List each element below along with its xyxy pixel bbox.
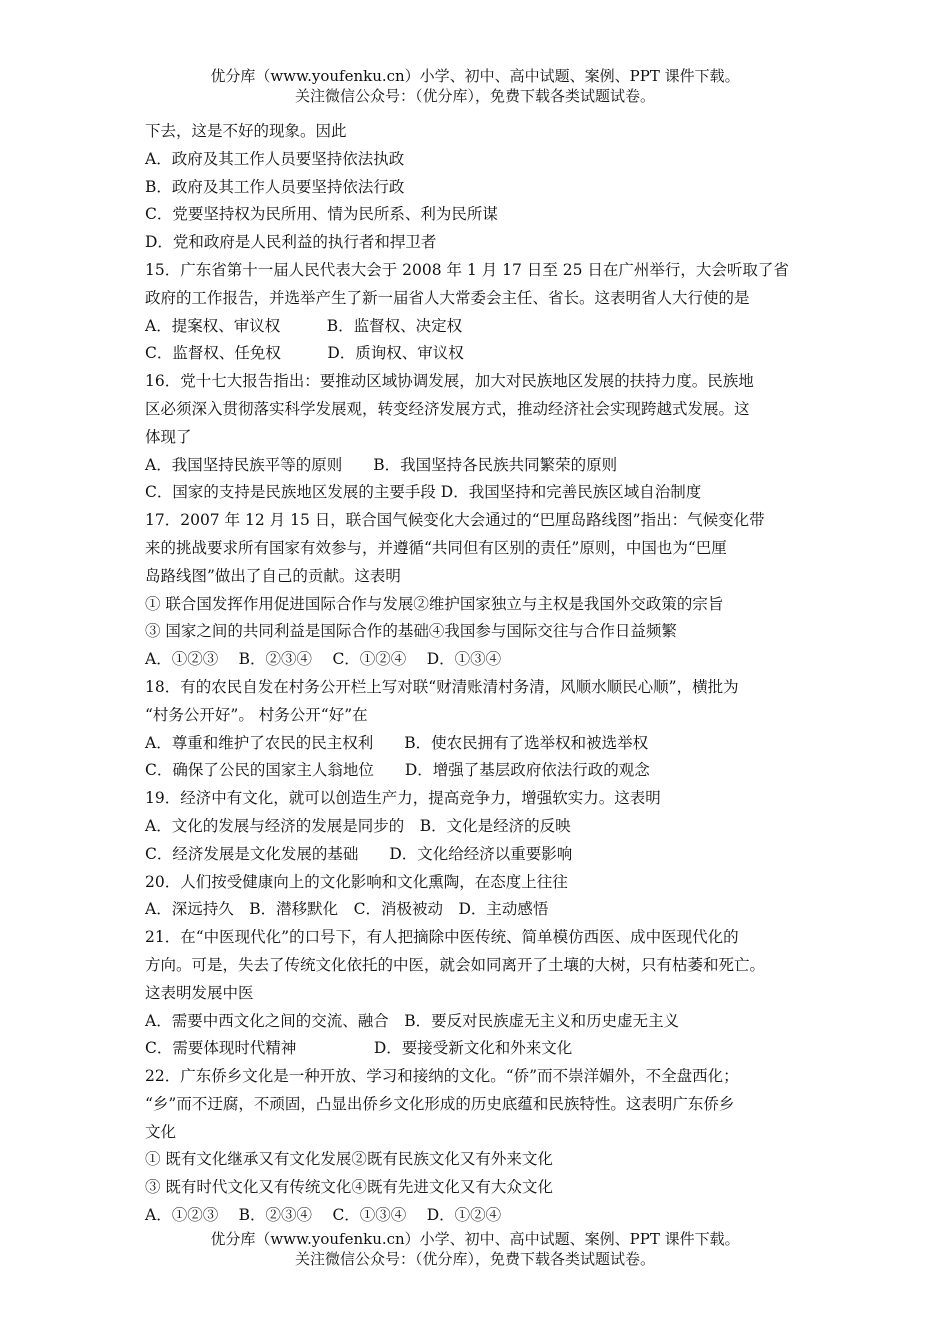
text-line: 岛路线图”做出了自己的贡献。这表明 bbox=[145, 566, 401, 585]
text-line: A．深远持久 B．潜移默化 C．消极被动 D．主动感悟 bbox=[145, 900, 549, 919]
header-line-1: 优分库（www.youfenku.cn）小学、初中、高中试题、案例、PPT 课件下载。 bbox=[210, 67, 740, 85]
text-line: 区必须深入贯彻落实科学发展观，转变经济发展方式，推动经济社会实现跨越式发展。这 bbox=[145, 399, 750, 418]
text-line: A．需要中西文化之间的交流、融合 B．要反对民族虚无主义和历史虚无主义 bbox=[145, 1011, 680, 1030]
footer-line-2: 关注微信公众号：（优分库），免费下载各类试题试卷。 bbox=[294, 1250, 655, 1268]
text-line: A．①②③ B．②③④ C．①②④ D．①③④ bbox=[145, 650, 502, 669]
text-line: 方向。可是，失去了传统文化依托的中医，就会如同离开了土壤的大树，只有枯萎和死亡。 bbox=[145, 955, 766, 974]
text-line: B．政府及其工作人员要坚持依法行政 bbox=[145, 177, 405, 196]
text-line: C．国家的支持是民族地区发展的主要手段 D．我国坚持和完善民族区域自治制度 bbox=[145, 483, 702, 502]
text-line: 22．广东侨乡文化是一种开放、学习和接纳的文化。“侨”而不崇洋媚外，不全盘西化； bbox=[145, 1067, 739, 1086]
text-line: A．提案权、审议权 B．监督权、决定权 bbox=[145, 316, 463, 335]
text-line: 17．2007 年 12 月 15 日，联合国气候变化大会通过的“巴厘岛路线图”指出：气候变化带 bbox=[145, 511, 765, 530]
text-line: 15．广东省第十一届人民代表大会于 2008 年 1 月 17 日至 25 日在广州举行，大会听取了省 bbox=[145, 260, 789, 279]
header-line-2: 关注微信公众号：（优分库），免费下载各类试题试卷。 bbox=[294, 87, 655, 105]
text-line: 文化 bbox=[145, 1122, 177, 1141]
text-line: C．确保了公民的国家主人翁地位 D．增强了基层政府依法行政的观念 bbox=[145, 761, 650, 780]
text-line: 21．在“中医现代化”的口号下，有人把摘除中医传统、简单模仿西医、成中医现代化的 bbox=[145, 928, 739, 947]
text-line: 18．有的农民自发在村务公开栏上写对联“财清账清村务清，风顺水顺民心顺”，横批为 bbox=[145, 677, 739, 696]
text-line: C．监督权、任免权 D．质询权、审议权 bbox=[145, 344, 464, 363]
text-line: 体现了 bbox=[145, 427, 192, 446]
text-line: “村务公开好”。 村务公开“好”在 bbox=[145, 705, 368, 724]
text-line: 19．经济中有文化，就可以创造生产力，提高竞争力，增强软实力。这表明 bbox=[145, 789, 661, 808]
text-line: 20．人们按受健康向上的文化影响和文化熏陶，在态度上往往 bbox=[145, 872, 568, 891]
text-line: 来的挑战要求所有国家有效参与，并遵循“共同但有区别的责任”原则，中国也为“巴厘 bbox=[145, 538, 727, 557]
text-line: ① 联合国发挥作用促进国际合作与发展②维护国家独立与主权是我国外交政策的宗旨 bbox=[145, 594, 724, 613]
footer-line-1: 优分库（www.youfenku.cn）小学、初中、高中试题、案例、PPT 课件下载。 bbox=[210, 1230, 740, 1248]
text-line: A．①②③ B．②③④ C．①③④ D．①②④ bbox=[145, 1206, 502, 1225]
text-line: ③ 既有时代文化又有传统文化④既有先进文化又有大众文化 bbox=[145, 1178, 553, 1197]
text-line: 政府的工作报告，并选举产生了新一届省人大常委会主任、省长。这表明省人大行使的是 bbox=[145, 288, 750, 307]
document-body bbox=[145, 118, 825, 1230]
text-line: ③ 国家之间的共同利益是国际合作的基础④我国参与国际交往与合作日益频繁 bbox=[145, 622, 677, 641]
text-line: 16．党十七大报告指出：要推动区域协调发展，加大对民族地区发展的扶持力度。民族地 bbox=[145, 372, 754, 391]
text-line: D．党和政府是人民利益的执行者和捍卫者 bbox=[145, 233, 437, 252]
text-line: C．需要体现时代精神 D．要接受新文化和外来文化 bbox=[145, 1039, 573, 1058]
text-line: A．政府及其工作人员要坚持依法执政 bbox=[145, 149, 405, 168]
text-line: A．尊重和维护了农民的民主权利 B．使农民拥有了选举权和被选举权 bbox=[145, 733, 649, 752]
text-line: C．经济发展是文化发展的基础 D．文化给经济以重要影响 bbox=[145, 844, 573, 863]
text-line: “乡”而不迂腐，不顽固，凸显出侨乡文化形成的历史底蕴和民族特性。这表明广东侨乡 bbox=[145, 1094, 735, 1113]
text-line: ① 既有文化继承又有文化发展②既有民族文化又有外来文化 bbox=[145, 1150, 553, 1169]
page-footer bbox=[0, 1229, 950, 1269]
text-line: 下去，这是不好的现象。因此 bbox=[145, 122, 347, 140]
text-line: 这表明发展中医 bbox=[145, 983, 254, 1002]
text-line: A．我国坚持民族平等的原则 B．我国坚持各民族共同繁荣的原则 bbox=[145, 455, 618, 474]
text-line: A．文化的发展与经济的发展是同步的 B．文化是经济的反映 bbox=[145, 816, 571, 835]
page-header bbox=[0, 66, 950, 106]
text-line: C．党要坚持权为民所用、情为民所系、利为民所谋 bbox=[145, 205, 498, 224]
